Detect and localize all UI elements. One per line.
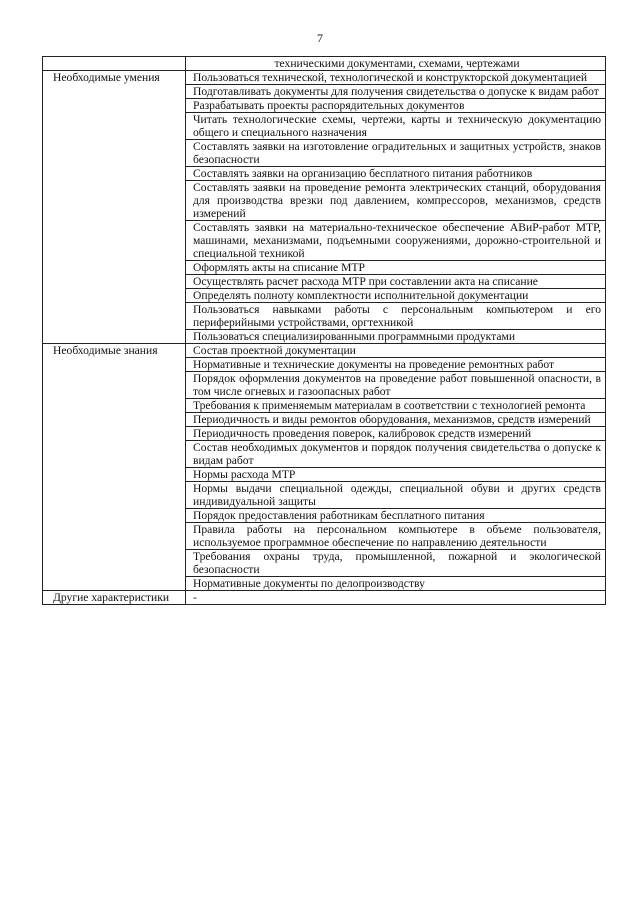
requirement-item: Периодичность проведения поверок, калибровок средств измерений xyxy=(186,427,606,441)
requirement-item: Читать технологические схемы, чертежи, карты и техническую документацию общего и специального назначения xyxy=(186,113,606,140)
table-row xyxy=(43,71,606,85)
requirement-item: Состав проектной документации xyxy=(186,344,606,358)
requirement-item: Составлять заявки на проведение ремонта электрических станций, оборудования для производства врезки под давлением, компрессоров, механизмов, средств измерений xyxy=(186,181,606,221)
requirement-item: Пользоваться технической, технологической и конструкторской документацией xyxy=(186,71,606,85)
requirement-item: - xyxy=(186,591,606,605)
requirement-item: Нормы расхода МТР xyxy=(186,468,606,482)
characteristics-table xyxy=(42,56,606,605)
requirement-item: Оформлять акты на списание МТР xyxy=(186,261,606,275)
requirement-item: Составлять заявки на материально-техническое обеспечение АВиР-работ МТР, машинами, механизмами, подъемными сооружениями, дорожно-строительной и специальной техникой xyxy=(186,221,606,261)
requirement-item: Определять полноту комплектности исполнительной документации xyxy=(186,289,606,303)
page-number: 7 xyxy=(317,31,323,45)
requirement-item: Правила работы на персональном компьютере в объеме пользователя, используемое программное обеспечение по направлению деятельности xyxy=(186,523,606,550)
requirement-item: техническими документами, схемами, чертежами xyxy=(186,57,606,71)
section-label: Необходимые знания xyxy=(43,344,186,591)
requirement-item: Порядок предоставления работникам бесплатного питания xyxy=(186,509,606,523)
requirement-item: Нормативные и технические документы на проведение ремонтных работ xyxy=(186,358,606,372)
requirement-item: Нормативные документы по делопроизводству xyxy=(186,577,606,591)
section-label: Другие характеристики xyxy=(43,591,186,605)
section-label xyxy=(43,57,186,71)
requirement-item: Пользоваться навыками работы с персональным компьютером и его периферийными устройствами, оргтехникой xyxy=(186,303,606,330)
requirement-item: Составлять заявки на изготовление оградительных и защитных устройств, знаков безопасности xyxy=(186,140,606,167)
requirement-item: Подготавливать документы для получения свидетельства о допуске к видам работ xyxy=(186,85,606,99)
requirement-item: Составлять заявки на организацию бесплатного питания работников xyxy=(186,167,606,181)
requirement-item: Требования охраны труда, промышленной, пожарной и экологической безопасности xyxy=(186,550,606,577)
characteristics-table-body xyxy=(43,57,606,605)
table-row xyxy=(43,591,606,605)
requirement-item: Осуществлять расчет расхода МТР при составлении акта на списание xyxy=(186,275,606,289)
section-label: Необходимые умения xyxy=(43,71,186,344)
requirement-item: Порядок оформления документов на проведение работ повышенной опасности, в том числе огневых и газоопасных работ xyxy=(186,372,606,399)
requirement-item: Пользоваться специализированными программными продуктами xyxy=(186,330,606,344)
table-row xyxy=(43,344,606,358)
table-row xyxy=(43,57,606,71)
requirement-item: Состав необходимых документов и порядок получения свидетельства о допуске к видам работ xyxy=(186,441,606,468)
requirement-item: Периодичность и виды ремонтов оборудования, механизмов, средств измерений xyxy=(186,413,606,427)
requirement-item: Нормы выдачи специальной одежды, специальной обуви и других средств индивидуальной защиты xyxy=(186,482,606,509)
requirement-item: Требования к применяемым материалам в соответствии с технологией ремонта xyxy=(186,399,606,413)
requirement-item: Разрабатывать проекты распорядительных документов xyxy=(186,99,606,113)
